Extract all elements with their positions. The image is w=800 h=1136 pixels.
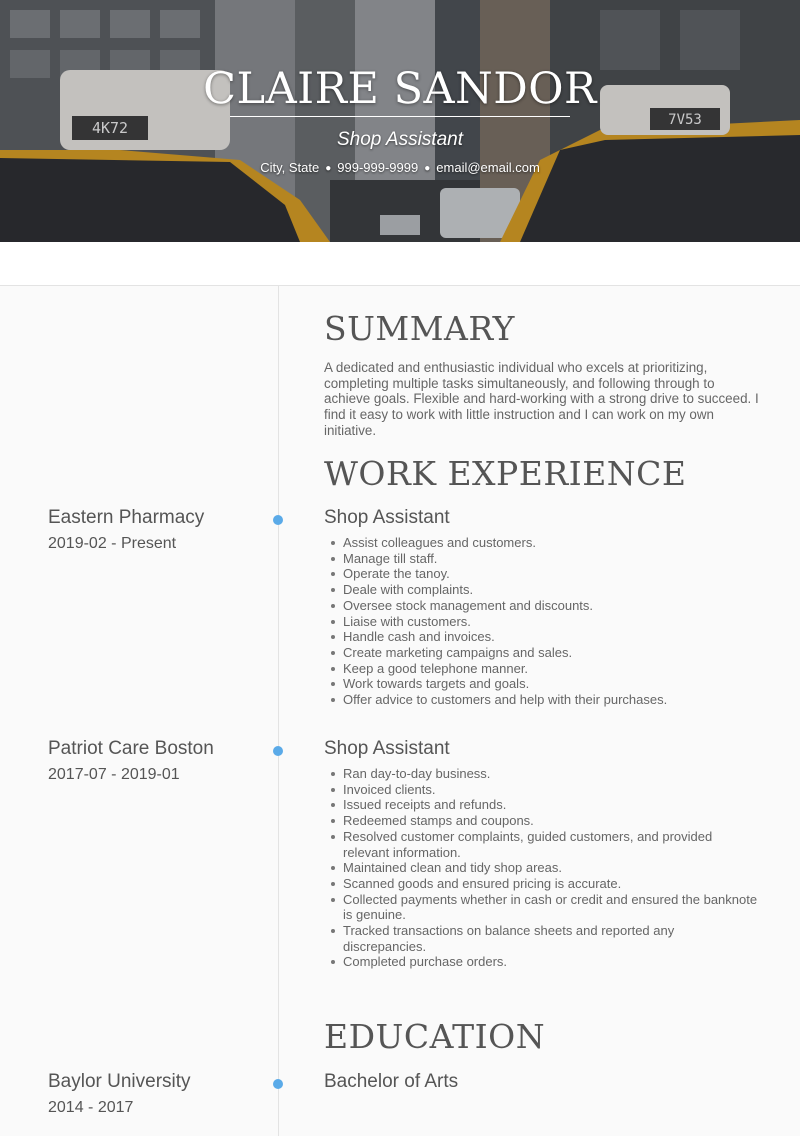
duty-item: Resolved customer complaints, guided customers, and provided relevant information.: [324, 829, 760, 860]
timeline-line: [278, 285, 279, 1136]
header-overlay: [0, 0, 800, 242]
timeline-dot-icon: [273, 1079, 283, 1089]
duty-item: Create marketing campaigns and sales.: [324, 645, 760, 661]
education-1-degree: Bachelor of Arts: [324, 1071, 459, 1092]
duty-item: Operate the tanoy.: [324, 566, 760, 582]
bullet-dot-icon: ●: [325, 163, 332, 174]
candidate-name: CLAIRE SANDOR: [203, 64, 597, 114]
header-banner: [0, 0, 800, 242]
duty-item: Oversee stock management and discounts.: [324, 598, 760, 614]
duty-item: Assist colleagues and customers.: [324, 535, 760, 551]
job-2-role: Shop Assistant: [324, 738, 450, 759]
contact-city: City, State: [260, 160, 320, 175]
contact-phone[interactable]: 999-999-9999: [337, 160, 419, 175]
duty-item: Handle cash and invoices.: [324, 629, 760, 645]
duty-item: Offer advice to customers and help with their purchases.: [324, 692, 760, 708]
job-2-employer: Patriot Care Boston: [48, 738, 214, 759]
bullet-dot-icon: ●: [424, 163, 431, 174]
contact-line: [0, 160, 800, 175]
duty-item: Manage till staff.: [324, 551, 760, 567]
duty-item: Deale with complaints.: [324, 582, 760, 598]
work-experience-heading: WORK EXPERIENCE: [324, 454, 687, 493]
job-1-duties: [324, 535, 760, 708]
duty-item: Collected payments whether in cash or credit and ensured the banknote is genuine.: [324, 892, 760, 923]
duty-item: Work towards targets and goals.: [324, 676, 760, 692]
duty-item: Keep a good telephone manner.: [324, 661, 760, 677]
job-2-duties: [324, 766, 760, 970]
summary-heading: SUMMARY: [324, 309, 515, 348]
duty-item: Completed purchase orders.: [324, 954, 760, 970]
timeline-dot-icon: [273, 515, 283, 525]
duty-item: Redeemed stamps and coupons.: [324, 813, 760, 829]
left-taxi-plate: 4K72: [91, 119, 129, 137]
timeline-dot-icon: [273, 746, 283, 756]
duty-item: Maintained clean and tidy shop areas.: [324, 860, 760, 876]
duty-item: Invoiced clients.: [324, 782, 760, 798]
job-1-dates: 2019-02 - Present: [48, 535, 177, 552]
duty-item: Ran day-to-day business.: [324, 766, 760, 782]
education-1-school: Baylor University: [48, 1071, 191, 1092]
right-taxi-plate: 7V53: [668, 112, 702, 128]
candidate-title: Shop Assistant: [336, 129, 464, 150]
job-2-dates: 2017-07 - 2019-01: [48, 766, 180, 783]
education-heading: EDUCATION: [324, 1017, 546, 1056]
name-underline: [230, 116, 570, 117]
duty-item: Tracked transactions on balance sheets and reported any discrepancies.: [324, 923, 760, 954]
duty-item: Scanned goods and ensured pricing is accurate.: [324, 876, 760, 892]
job-1-employer: Eastern Pharmacy: [48, 507, 205, 528]
education-1-dates: 2014 - 2017: [48, 1099, 134, 1116]
duty-item: Liaise with customers.: [324, 614, 760, 630]
contact-email[interactable]: email@email.com: [436, 160, 540, 175]
summary-text: A dedicated and enthusiastic individual who excels at prioritizing, completing multiple tasks simultaneously, and following through to achieve goals. Flexible and hard-working with a strong drive to succeed. I find it easy to work with little instruction and I can work on my own initiative.: [324, 360, 759, 438]
duty-item: Issued receipts and refunds.: [324, 797, 760, 813]
job-1-role: Shop Assistant: [324, 507, 450, 528]
